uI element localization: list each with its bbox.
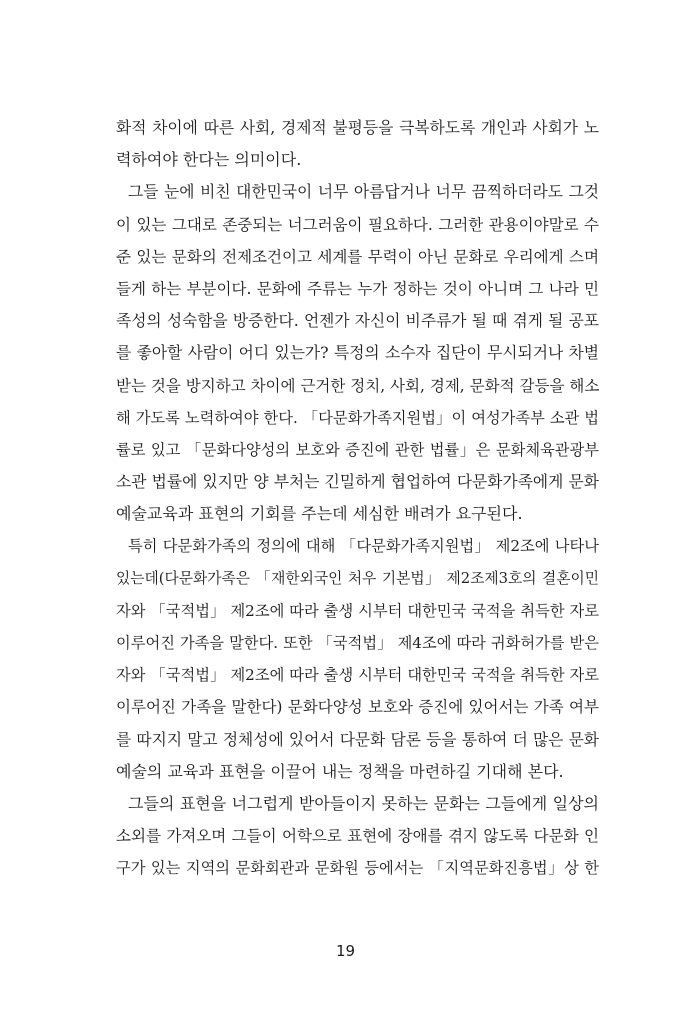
text-line: 예술의 교육과 표현을 이끌어 내는 정책을 마련하길 기대해 본다.: [116, 761, 564, 781]
text-line: 를 좋아할 사람이 어디 있는가? 특정의 소수자 집단이 무시되거나 차별: [116, 343, 599, 363]
text-line: 를 따지지 말고 정체성에 있어서 다문화 담론 등을 통하여 더 많은 문화: [116, 729, 599, 749]
text-line: 받는 것을 방지하고 차이에 근거한 정치, 사회, 경제, 문화적 갈등을 해소: [116, 376, 599, 395]
text-line: 들게 하는 부분이다. 문화에 주류는 누가 정하는 것이 아니며 그 나라 민: [116, 279, 599, 298]
text-line: 소관 법률에 있지만 양 부처는 긴밀하게 협업하여 다문화가족에게 문화: [116, 472, 599, 492]
page-number: 19: [335, 942, 356, 960]
text-line: 특히 다문화가족의 정의에 대해 「다문화가족지원법」 제2조에 나타나: [128, 537, 599, 556]
text-line: 이 있는 그대로 존중되는 너그러움이 필요하다. 그러한 관용이야말로 수: [116, 215, 599, 234]
text-line: 률로 있고 「문화다양성의 보호와 증진에 관한 법률」은 문화체육관광부: [116, 440, 599, 459]
text-line: 해 가도록 노력하여야 한다. 「다문화가족지원법」이 여성가족부 소관 법: [116, 408, 599, 427]
text-line: 력하여야 한다는 의미이다.: [116, 150, 302, 170]
text-line: 이루어진 가족을 말한다. 또한 「국적법」 제4조에 따라 귀화허가를 받은: [116, 634, 599, 652]
text-line: 화적 차이에 따른 사회, 경제적 불평등을 극복하도록 개인과 사회가 노: [116, 118, 599, 137]
text-line: 자와 「국적법」 제2조에 따라 출생 시부터 대한민국 국적을 취득한 자로: [116, 601, 599, 620]
text-line: 자와 「국적법」 제2조에 따라 출생 시부터 대한민국 국적을 취득한 자로: [116, 666, 599, 685]
text-line: 준 있는 문화의 전제조건이고 세계를 무력이 아닌 문화로 우리에게 스며: [116, 247, 599, 266]
text-line: 이루어진 가족을 말한다) 문화다양성 보호와 증진에 있어서는 가족 여부: [116, 698, 599, 717]
text-line: 소외를 가져오며 그들이 어학으로 표현에 장애를 겪지 않도록 다문화 인: [116, 827, 599, 846]
text-line: 있는데(다문화가족은 「재한외국인 처우 기본법」 제2조제3호의 결혼이민: [116, 569, 599, 587]
text-line: 족성의 성숙함을 방증한다. 언젠가 자신이 비주류가 될 때 겪게 될 공포: [116, 311, 599, 331]
text-line: 예술교육과 표현의 기회를 주는데 세심한 배려가 요구된다.: [116, 504, 523, 524]
text-line: 그들 눈에 비친 대한민국이 너무 아름답거나 너무 끔찍하더라도 그것: [128, 182, 599, 202]
body-text: [116, 112, 599, 885]
text-line: 구가 있는 지역의 문화회관과 문화원 등에서는 「지역문화진흥법」상 한: [116, 859, 599, 878]
text-line: 그들의 표현을 너그럽게 받아들이지 못하는 문화는 그들에게 일상의: [128, 793, 599, 813]
